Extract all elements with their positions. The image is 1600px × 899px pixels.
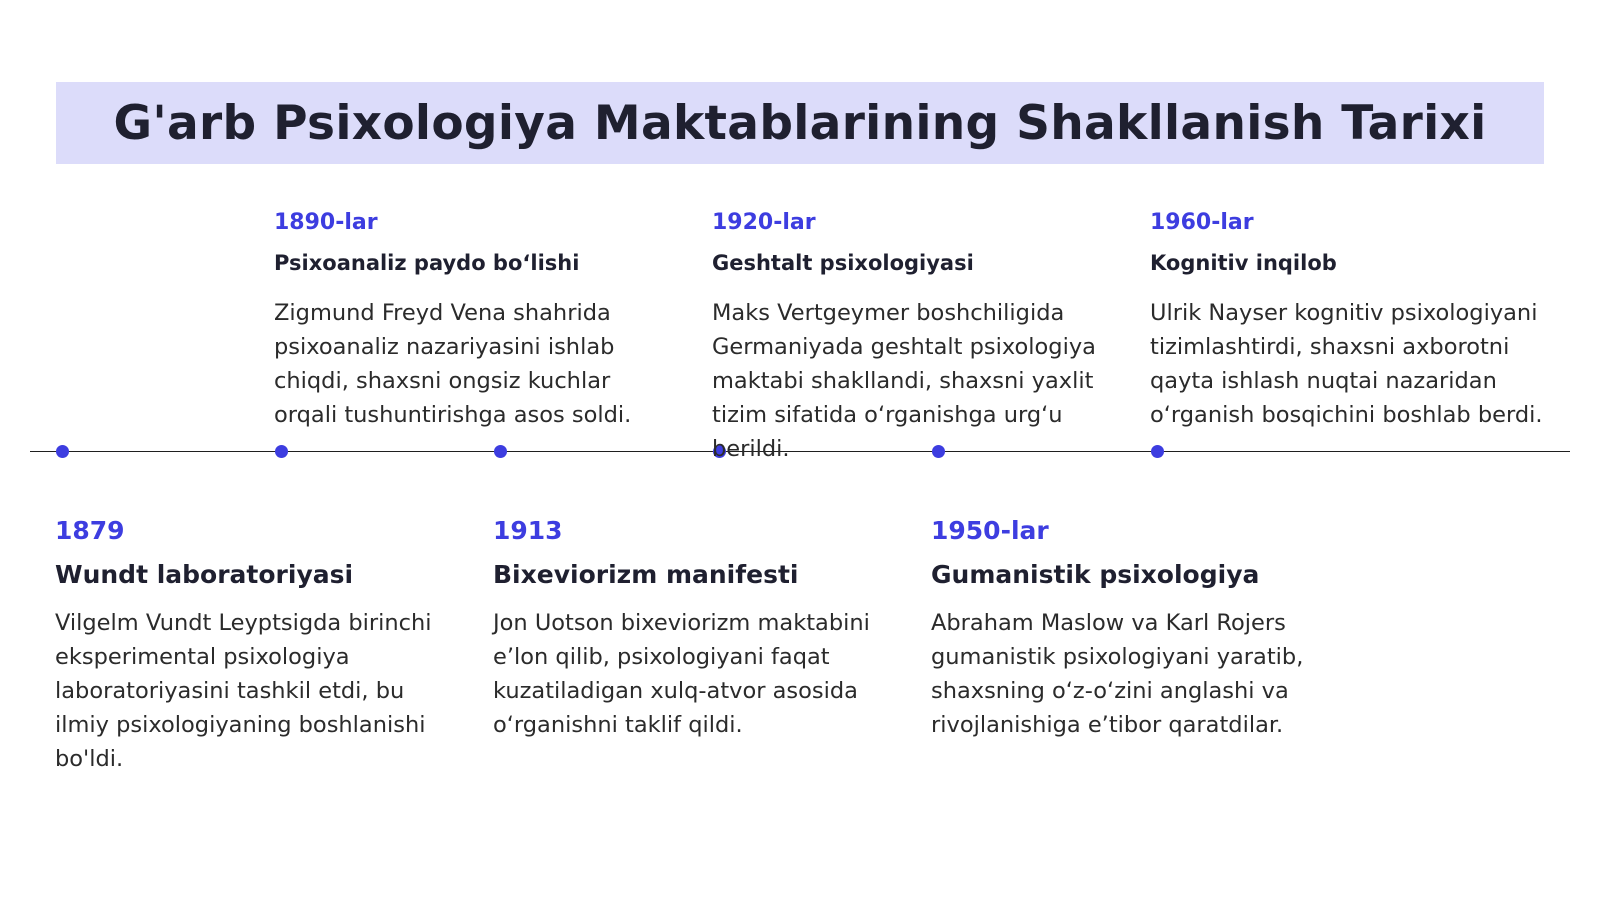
event-year: 1879 (55, 516, 125, 545)
event-heading: Geshtalt psixologiyasi (712, 251, 974, 275)
event-1890s (274, 208, 674, 432)
timeline-dot-1890s (275, 445, 288, 458)
event-heading: Wundt laboratoriyasi (55, 560, 354, 589)
timeline-dot-1960s (1151, 445, 1164, 458)
timeline-dot-1913 (494, 445, 507, 458)
event-year: 1960-lar (1150, 210, 1254, 235)
event-description: Ulrik Nayser kognitiv psixologiyani tizimlashtirdi, shaxsni axborotni qayta ishlash nuqtai nazaridan o‘rganish bosqichini boshlab berdi. (1150, 300, 1543, 428)
event-1950s (931, 514, 1321, 742)
event-1879 (55, 514, 445, 776)
event-1920s (712, 208, 1097, 466)
event-heading: Bixeviorizm manifesti (493, 560, 799, 589)
event-year: 1920-lar (712, 210, 816, 235)
event-description: Jon Uotson bixeviorizm maktabini e’lon qilib, psixologiyani faqat kuzatiladigan xulq-atvor asosida o‘rganishni taklif qildi. (493, 610, 870, 738)
event-heading: Kognitiv inqilob (1150, 251, 1337, 275)
event-1913 (493, 514, 883, 742)
event-1960s (1150, 208, 1550, 432)
page-title: G'arb Psixologiya Maktablarining Shakllanish Tarixi (113, 95, 1487, 151)
event-description: Zigmund Freyd Vena shahrida psixoanaliz nazariyasini ishlab chiqdi, shaxsni ongsiz kuchlar orqali tushuntirishga asos soldi. (274, 300, 632, 428)
event-year: 1950-lar (931, 516, 1049, 545)
event-year: 1913 (493, 516, 563, 545)
event-heading: Psixoanaliz paydo bo‘lishi (274, 251, 580, 275)
title-banner (56, 82, 1544, 164)
event-heading: Gumanistik psixologiya (931, 560, 1260, 589)
event-description: Vilgelm Vundt Leyptsigda birinchi eksperimental psixologiya laboratoriyasini tashkil etdi, bu ilmiy psixologiyaning boshlanishi bo'ldi. (55, 610, 432, 772)
event-year: 1890-lar (274, 210, 378, 235)
timeline-dot-1879 (56, 445, 69, 458)
event-description: Maks Vertgeymer boshchiligida Germaniyada geshtalt psixologiya maktabi shakllandi, shaxsni yaxlit tizim sifatida o‘rganishga urg‘u berildi. (712, 300, 1096, 462)
event-description: Abraham Maslow va Karl Rojers gumanistik psixologiyani yaratib, shaxsning o‘z-o‘zini anglashi va rivojlanishiga e’tibor qaratdilar. (931, 610, 1304, 738)
